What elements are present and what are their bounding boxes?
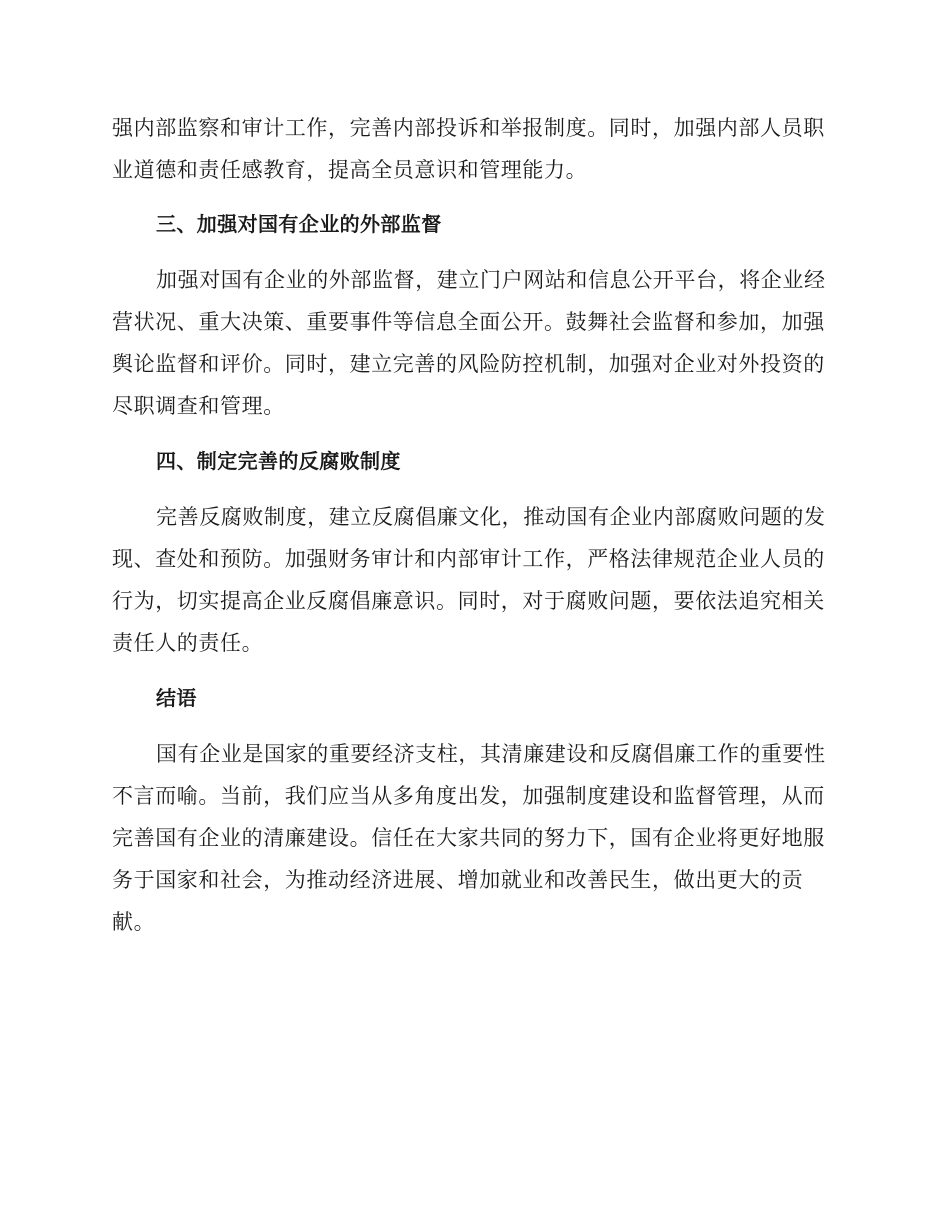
paragraph-line: 完善国有企业的清廉建设。信任在大家共同的努力下，国有企业将更好地服 <box>112 826 825 850</box>
paragraph-line: 业道德和责任感教育，提高全员意识和管理能力。 <box>112 158 588 182</box>
section-heading: 四、制定完善的反腐败制度 <box>156 449 401 473</box>
paragraph-line: 强内部监察和审计工作，完善内部投诉和举报制度。同时，加强内部人员职 <box>112 116 825 140</box>
paragraph-line: 献。 <box>112 910 156 934</box>
paragraph-line: 现、查处和预防。加强财务审计和内部审计工作，严格法律规范企业人员的 <box>112 547 825 571</box>
paragraph-line: 国有企业是国家的重要经济支柱，其清廉建设和反腐倡廉工作的重要性 <box>156 742 826 766</box>
paragraph-section-4 <box>112 496 832 664</box>
paragraph-line: 不言而喻。当前，我们应当从多角度出发，加强制度建设和监督管理，从而 <box>112 784 825 808</box>
paragraph-line: 完善反腐败制度，建立反腐倡廉文化，推动国有企业内部腐败问题的发 <box>156 505 826 529</box>
section-heading: 结语 <box>156 686 197 710</box>
paragraph-line: 行为，切实提高企业反腐倡廉意识。同时，对于腐败问题，要依法追究相关 <box>112 589 825 613</box>
paragraph-line: 务于国家和社会，为推动经济进展、增加就业和改善民生，做出更大的贡 <box>112 868 804 892</box>
conclusion-heading <box>112 677 832 719</box>
section-heading-3 <box>112 203 832 245</box>
paragraph-line: 加强对国有企业的外部监督，建立门户网站和信息公开平台，将企业经 <box>156 268 826 292</box>
paragraph-section-3 <box>112 259 832 427</box>
section-heading: 三、加强对国有企业的外部监督 <box>156 212 442 236</box>
section-heading-4 <box>112 440 832 482</box>
paragraph-line: 尽职调查和管理。 <box>112 394 285 418</box>
paragraph-conclusion <box>112 733 832 943</box>
paragraph-line: 舆论监督和评价。同时，建立完善的风险防控机制，加强对企业对外投资的 <box>112 352 825 376</box>
paragraph-line: 营状况、重大决策、重要事件等信息全面公开。鼓舞社会监督和参加，加强 <box>112 310 825 334</box>
paragraph-line: 责任人的责任。 <box>112 631 264 655</box>
paragraph-intro <box>112 107 832 191</box>
